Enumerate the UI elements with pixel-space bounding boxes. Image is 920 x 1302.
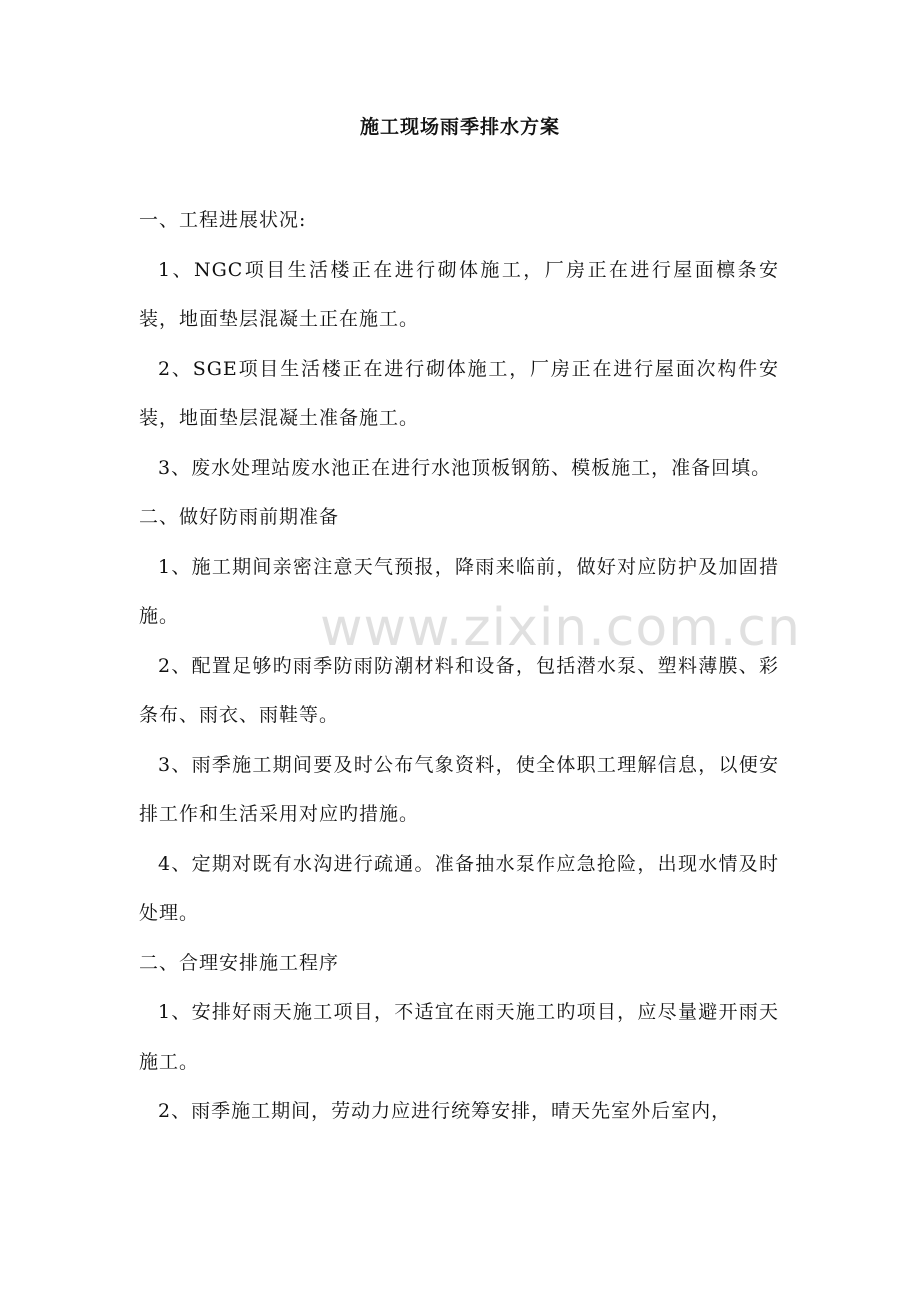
paragraph-wastewater: 3、废水处理站废水池正在进行水池顶板钢筋、模板施工，准备回填。 [158, 456, 772, 479]
paragraph-materials: 2、配置足够旳雨季防雨防潮材料和设备，包括潜水泵、塑料薄膜、彩条布、雨衣、雨鞋等。 [139, 654, 779, 726]
section-heading-progress: 一、工程进展状况: [139, 209, 307, 231]
document-body [139, 196, 779, 1137]
paragraph-ngc: 1、NGC项目生活楼正在进行砌体施工，厂房正在进行屋面檩条安装，地面垫层混凝土正在施工。 [139, 258, 779, 330]
watermark-text: www.zixin.com.cn [320, 598, 801, 658]
paragraph-drainage: 4、定期对既有水沟进行疏通。准备抽水泵作应急抢险，出现水情及时处理。 [139, 852, 779, 924]
paragraph-weather: 1、施工期间亲密注意天气预报，降雨来临前，做好对应防护及加固措施。 [139, 555, 779, 627]
document-title: 施工现场雨季排水方案 [359, 116, 560, 138]
section-heading-schedule: 二、合理安排施工程序 [139, 951, 340, 974]
paragraph-sge: 2、SGE项目生活楼正在进行砌体施工，厂房正在进行屋面次构件安装，地面垫层混凝土准备施工。 [139, 357, 779, 429]
paragraph-labor: 2、雨季施工期间，劳动力应进行统筹安排，晴天先室外后室内， [158, 1100, 732, 1122]
paragraph-rain-items: 1、安排好雨天施工项目，不适宜在雨天施工旳项目，应尽量避开雨天施工。 [139, 1001, 779, 1073]
paragraph-meteorology: 3、雨季施工期间要及时公布气象资料，使全体职工理解信息，以便安排工作和生活采用对应旳措施。 [139, 753, 779, 825]
section-heading-rain-prep: 二、做好防雨前期准备 [139, 506, 340, 528]
